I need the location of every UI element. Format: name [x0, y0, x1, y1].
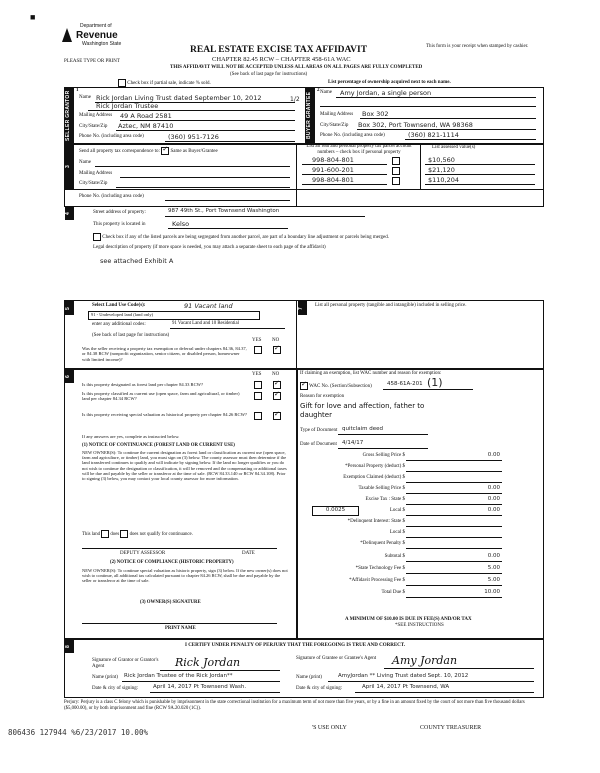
buyer-phone-label: Phone No. (including area code) — [320, 133, 385, 138]
calc-row-value: 5.00 — [487, 577, 500, 583]
property-num: 4 — [65, 206, 74, 220]
grantee-name-label: Name (print) — [296, 675, 322, 680]
wac-mark: (1) — [427, 376, 443, 389]
calc-row-label: *Affidavit Processing Fee $ — [349, 578, 405, 583]
wac-row[interactable] — [300, 382, 372, 390]
calc-row-value: 0.00 — [487, 452, 500, 458]
additional-codes: 91 Vacant Land and 10 Residential — [172, 321, 239, 326]
reason-label: Reason for exemption — [300, 394, 345, 399]
calc-row-label: *Personal Property (deduct) $ — [345, 464, 405, 469]
deputy-date: DATE — [242, 551, 255, 556]
grantor-date: April 14, 2017 Pt Townsend Wash. — [153, 684, 247, 690]
notice1-body: NEW OWNER(S): To continue the current designation as forest land or classification as current use (open space, farm and agriculture, or timber) land, you must sign on (3) below. The county assessor must then determine if the land transferred continues to qualify and will indicate by signing below. If the land no longer qualifies or you do not wish to continue the designation or classification, it will be removed and the compensating or additional taxes will be due and payable by the seller or transferor at the time of sale. (RCW 84.33.140 or RCW 84.34.108). Prior to signing (3) below, you may contact your local county assessor for more information. — [82, 450, 287, 481]
buyer-city: Box 302, Port Townsend, WA 98368 — [358, 121, 473, 129]
forest-yes: YES — [252, 372, 262, 377]
minimum-note: A MINIMUM OF $10.00 IS DUE IN FEE(S) AND/OR TAX — [345, 617, 472, 622]
does-not-checkbox[interactable] — [120, 530, 128, 538]
segregated-label: Check box if any of the listed parcels are being segregated from another parcel, are part of a boundary line adjustment or parcels being merged. — [102, 235, 389, 241]
doc-date: 4/14/17 — [342, 440, 364, 446]
grantor-signature: Rick Jordan — [175, 656, 241, 669]
same-as-buyer-label: Same as Buyer/Grantee — [170, 149, 218, 155]
personal-property-checkbox[interactable] — [392, 157, 400, 165]
seller-city: Aztec, NM 87410 — [118, 122, 174, 130]
tax-corr-phone-label: Phone No. (including area code) — [79, 194, 144, 199]
assessed-value: $21,120 — [428, 166, 455, 174]
please-type: PLEASE TYPE OR PRINT — [64, 59, 120, 64]
land-use-handwritten: 91 Vacant land — [184, 302, 233, 310]
doc-type: quitclaim deed — [342, 426, 383, 432]
forest-q3-no[interactable] — [273, 412, 281, 420]
dor-line3: Washington State — [82, 41, 122, 47]
dor-line2: Revenue — [76, 30, 118, 41]
qualify-row[interactable] — [82, 530, 193, 538]
seller-bar: SELLER GRANTOR — [65, 88, 74, 143]
forest-question-2: Is this property classified as current use (open space, farm and agricultural, or timber) land per chapter 84.34 RCW? — [82, 391, 240, 402]
tax-rate-box — [312, 506, 359, 516]
does-not-label: does not — [129, 532, 146, 538]
forest-question-3: Is this property receiving special valuation as historical property per chapter 84.26 RCW? — [82, 412, 247, 417]
dor-line1: Department of — [80, 23, 112, 29]
doc-date-label: Date of Document — [300, 442, 337, 447]
calc-row-value: 0.00 — [487, 553, 500, 559]
see-back: (See back of last page for instructions) — [230, 72, 308, 77]
buyer-num: 2 — [317, 88, 320, 93]
dor-emblem-icon — [60, 26, 74, 44]
seller-addr-label: Mailing Address — [79, 113, 113, 118]
land-use-no: NO — [272, 338, 280, 343]
calc-row-label: Local $ — [389, 530, 405, 535]
legal-exhibit: see attached Exhibit A — [100, 257, 174, 265]
same-as-buyer-checkbox[interactable] — [161, 147, 169, 155]
exemption-prompt: If claiming an exemption, list WAC number and reason for exemption: — [300, 371, 442, 376]
tax-rate: 0.0025 — [325, 507, 346, 513]
buyer-addr-label: Mailing Address — [320, 112, 354, 117]
doc-type-label: Type of Document — [300, 428, 338, 433]
land-use-yes: YES — [252, 338, 262, 343]
does-label: does — [110, 532, 120, 538]
grantor-sig-label: Signature of Grantor or Grantor's Agent — [92, 658, 159, 669]
forest-num: 6 — [65, 369, 74, 383]
qualify-label: qualify for continuance. — [146, 532, 193, 538]
located-label: This property is located in — [93, 222, 146, 227]
see-instructions: *SEE INSTRUCTIONS — [395, 623, 444, 628]
calc-row-label: Gross Selling Price $ — [362, 453, 405, 458]
not-accepted: THIS AFFIDAVIT WILL NOT BE ACCEPTED UNLESS ALL AREAS ON ALL PAGES ARE FULLY COMPLETED — [170, 65, 423, 70]
partial-sale-row[interactable] — [118, 79, 211, 87]
personal-property-checkbox[interactable] — [392, 167, 400, 175]
land-use-num: 5 — [65, 301, 74, 315]
dor-logo — [60, 24, 130, 52]
parcel-number: 998-804-801 — [312, 176, 354, 184]
treasurer-label: COUNTY TREASURER — [420, 725, 482, 731]
seller-exemption-no[interactable] — [273, 346, 281, 354]
land-use-code: 91 - Undeveloped land (land only) — [91, 312, 154, 317]
buyer-name-label: Name — [320, 90, 332, 95]
local-label: Local $ — [389, 508, 405, 513]
parcel-row — [300, 176, 540, 185]
buyer-city-label: City/State/Zip — [320, 123, 349, 128]
street-address: 987 49th St., Port Townsend Washington — [168, 208, 280, 214]
calc-row-label: Subtotal $ — [384, 554, 405, 559]
corner-mark: ■ — [30, 12, 36, 22]
assessed-value: $10,560 — [428, 156, 455, 164]
land-use-code-box[interactable] — [88, 311, 260, 320]
notice2-title: (2) NOTICE OF COMPLIANCE (HISTORIC PROPERTY) — [110, 560, 234, 565]
tax-corr-name-label: Name — [79, 160, 91, 165]
seller-city-label: City/State/Zip — [79, 124, 108, 129]
this-land-label: This land — [82, 532, 100, 538]
calc-row-value: 0.00 — [487, 496, 500, 502]
calc-row-label: Excise Tax : State $ — [365, 497, 405, 502]
tax-corr-addr-label: Mailing Address — [79, 171, 113, 176]
land-use-see-back: (See back of last page for instructions) — [92, 333, 170, 338]
seller-pct: 1/2 — [290, 96, 300, 103]
parcel-number: 998-804-801 — [312, 156, 354, 164]
personal-property-checkbox[interactable] — [392, 177, 400, 185]
calc-row-value: 10.00 — [484, 589, 500, 595]
parcel-number: 991-600-201 — [312, 166, 354, 174]
form-chapter: CHAPTER 82.45 RCW – CHAPTER 458-61A WAC — [212, 56, 351, 63]
forest-no: NO — [272, 372, 280, 377]
forest-q1-yes[interactable] — [254, 381, 262, 389]
seller-name-2: Rick Jordan Trustee — [96, 102, 159, 110]
grantor-name-label: Name (print) — [92, 675, 118, 680]
partial-sale-label: Check box if partial sale, indicate % sold. — [127, 81, 211, 87]
ownership-note: List percentage of ownership acquired next to each name. — [328, 80, 451, 85]
assessed-value: $110,204 — [428, 176, 460, 184]
wac-label: WAC No. (Section/Subsection) — [309, 384, 372, 390]
seller-addr: 49 A Road 2581 — [120, 112, 172, 120]
buyer-name: Amy Jordan, a single person — [340, 89, 432, 97]
notice1-title: (1) NOTICE OF CONTINUANCE (FOREST LAND OR CURRENT USE) — [82, 443, 235, 448]
seller-phone-label: Phone No. (including area code) — [79, 134, 144, 139]
value-header: List assessed value(s) — [432, 145, 476, 150]
buyer-phone: (360) 821-1114 — [408, 131, 459, 139]
any-yes-note: If any answers are yes, complete as instructed below. — [82, 434, 180, 439]
certify-text: I CERTIFY UNDER PENALTY OF PERJURY THAT THE FOREGOING IS TRUE AND CORRECT. — [185, 643, 406, 648]
forest-q2-yes[interactable] — [254, 392, 262, 400]
seller-phone: (360) 951-7126 — [168, 133, 219, 141]
wac-number: 458-61A-201 — [387, 381, 423, 387]
parcel-header: List all real and personal property tax parcel account numbers – check box if personal property — [306, 144, 412, 155]
calc-row-value: 0.00 — [487, 485, 500, 491]
seller-exemption-question: Was the seller receiving a property tax exemption or deferral under chapters 84.36, 84.37, or 84.38 RCW (nonprofit organization, senior citizen, or disabled person, homeowner with limited income)? — [82, 346, 247, 362]
seller-exemption-yes[interactable] — [254, 346, 262, 354]
forest-q2-no[interactable] — [273, 392, 281, 400]
forest-q1-no[interactable] — [273, 381, 281, 389]
perjury-note: Perjury: Perjury is a class C felony which is punishable by imprisonment in the state correctional institution for a maximum term of not more than five years, or by a fine in an amount fixed by the court of not more than five thousand dollars ($5,000.00), or by both imprisonment and fine (RCW 9A.20.020 (1C)). — [64, 700, 525, 711]
deputy-assessor: DEPUTY ASSESSOR — [120, 551, 166, 556]
grantee-signature: Amy Jordan — [392, 654, 458, 667]
segregated-checkbox[interactable] — [93, 233, 101, 241]
notice2-body: NEW OWNER(S): To continue special valuation as historic property, sign (3) below. If the new owner(s) does not wish to continue, all additional tax calculated pursuant to chapter 84.26 RCW, shall be due and payable by the seller or transferor at the time of sale. — [82, 568, 288, 584]
street-label: Street address of property: — [93, 210, 146, 215]
buyer-bar: BUYER GRANTEE — [306, 88, 315, 143]
grantee-name: AmyJordan ** Living Trust dated Sept. 10, 2012 — [338, 673, 469, 679]
located-in: Kelso — [172, 220, 190, 228]
seller-name-label: Name — [79, 95, 91, 100]
wac-checkbox[interactable] — [300, 382, 308, 390]
grantee-sig-label: Signature of Grantee or Grantee's Agent — [296, 656, 377, 661]
receipt-note: This form is your receipt when stamped by cashier. — [426, 44, 529, 49]
calc-row-label: Total Due $ — [381, 590, 405, 595]
tax-corr-label: Send all property tax correspondence to: — [79, 149, 160, 155]
use-only-label: 'S USE ONLY — [312, 725, 347, 731]
tax-corr-row[interactable] — [79, 147, 218, 155]
calc-row-label: Taxable Selling Price $ — [358, 486, 405, 491]
legal-desc-label: Legal description of property (if more space is needed, you may attach a separate sheet to each page of the affidavit) — [93, 245, 326, 250]
seller-name: Rick Jordan Living Trust dated September 10, 2012 — [96, 94, 262, 102]
grantee-date-label: Date & city of signing: — [296, 686, 343, 691]
calc-row-label: *Delinquent Interest: State $ — [347, 519, 405, 524]
tax-corr-num: 3 — [65, 144, 74, 189]
does-checkbox[interactable] — [101, 530, 109, 538]
grantor-name: Rick Jordan Trustee of the Rick Jordan** — [124, 673, 233, 679]
parcel-row — [300, 166, 540, 175]
additional-codes-label: enter any additional codes: — [92, 322, 146, 327]
reason-text: Gift for love and affection, father to daughter — [300, 402, 425, 419]
print-name-label: PRINT NAME — [165, 626, 196, 631]
segregated-row[interactable] — [93, 233, 389, 241]
calc-row-label: *State Technology Fee $ — [355, 566, 405, 571]
grantee-date: April 14, 2017 Pt Townsend, WA — [362, 684, 450, 690]
seller-num: 1 — [76, 88, 79, 93]
calc-row-label: Exemption Claimed (deduct) $ — [343, 475, 405, 480]
certify-num: 8 — [65, 639, 74, 653]
grantor-date-label: Date & city of signing: — [92, 686, 139, 691]
recording-stamp: 806436 127944 %6/23/2017 10.00% — [8, 728, 148, 737]
buyer-addr: Box 302 — [362, 110, 389, 118]
partial-sale-checkbox[interactable] — [118, 79, 126, 87]
parcel-row — [300, 156, 540, 165]
tax-corr-city-label: City/State/Zip — [79, 181, 108, 186]
personal-prop-label: List all personal property (tangible and intangible) included in selling price. — [315, 303, 467, 308]
local-value: 0.00 — [487, 507, 500, 513]
calc-row-label: *Delinquent Penalty $ — [360, 541, 405, 546]
forest-question-1: Is this property designated as forest land per chapter 84.33 RCW? — [82, 382, 204, 387]
personal-prop-num: 7 — [298, 301, 307, 315]
forest-q3-yes[interactable] — [254, 412, 262, 420]
form-title: REAL ESTATE EXCISE TAX AFFIDAVIT — [190, 45, 368, 55]
owner-signature-label: (3) OWNER(S) SIGNATURE — [140, 600, 201, 605]
calc-row-value: 5.00 — [487, 565, 500, 571]
land-use-label: Select Land Use Code(s): — [92, 303, 146, 308]
